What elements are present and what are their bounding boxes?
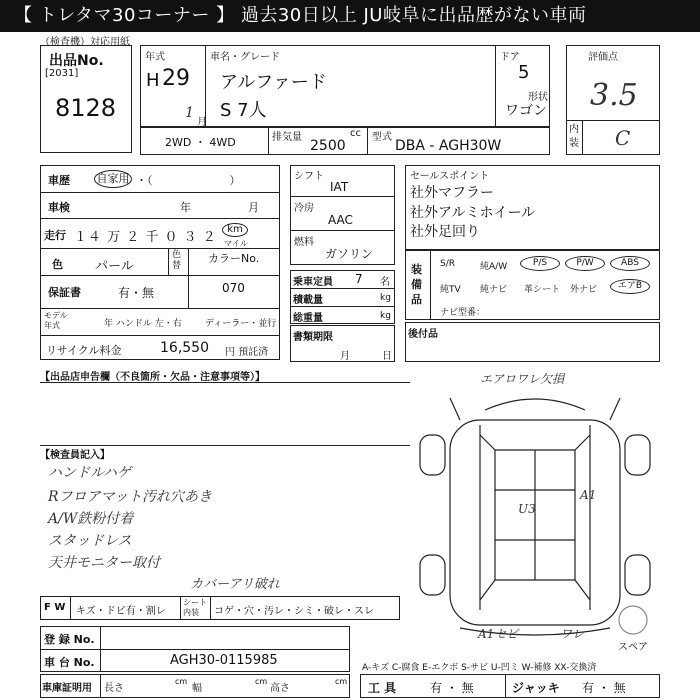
year-value: 29 xyxy=(162,66,190,91)
ac-label: 冷房 xyxy=(294,203,314,214)
car-mirror-lines xyxy=(450,398,620,420)
spare-label: スペア xyxy=(618,642,648,653)
door-value: 5 xyxy=(518,62,530,83)
chassis-label: 車 台 No. xyxy=(44,656,95,669)
doc-label: 書類期限 xyxy=(293,332,333,343)
seat-value: コゲ・穴・汚レ・シミ・破レ・スレ xyxy=(214,606,374,617)
color-no-label: カラーNo. xyxy=(208,252,260,265)
history-label: 車歴 xyxy=(48,174,70,187)
fw-label: F W xyxy=(44,602,66,613)
displacement-value: 2500 xyxy=(310,138,346,154)
equip-navi: 純ナビ xyxy=(480,285,508,295)
equip-tv: 純TV xyxy=(440,285,461,295)
fuel-label: 燃料 xyxy=(294,237,314,248)
mileage-unit-alt: マイル xyxy=(224,239,248,248)
model-label: 型式 xyxy=(372,132,392,143)
wheel-rear-left xyxy=(420,555,445,595)
seat-label: シート内装 xyxy=(183,598,207,617)
interior-label: 内装 xyxy=(569,124,579,149)
doc-day: 日 xyxy=(382,351,392,362)
shape-value: ワゴン xyxy=(505,103,547,119)
capacity-unit: 名 xyxy=(380,277,390,288)
width-unit: cm xyxy=(255,677,268,686)
lot-box xyxy=(40,45,132,153)
ac-value: AAC xyxy=(328,213,353,227)
after-block xyxy=(405,322,660,362)
car-name: アルファード xyxy=(220,72,327,93)
diagram-note-bottom: A1セビ xyxy=(478,627,519,641)
year-label: 年式 xyxy=(145,52,165,63)
height-unit: cm xyxy=(335,677,348,686)
mileage-unit: km xyxy=(222,223,248,237)
lot-number: 8128 xyxy=(55,94,117,122)
model-code: DBA - AGH30W xyxy=(395,138,502,154)
chassis-value: AGH30-0115985 xyxy=(170,653,278,668)
month-value: 1 xyxy=(185,105,194,121)
wheel-front-right xyxy=(625,435,650,475)
report-label: 【出品店申告欄（不良箇所・欠品・注意事項等）】 xyxy=(40,372,265,383)
after-label: 後付品 xyxy=(408,329,438,340)
sales-label: セールスポイント xyxy=(410,171,490,182)
equip-ps: P/S xyxy=(520,256,560,271)
color-label: 色 xyxy=(52,258,63,271)
tool-label: 工 具 xyxy=(368,681,397,695)
recycle-label: リサイクル料金 xyxy=(46,344,122,357)
shaken-year: 年 xyxy=(180,201,191,214)
history-rest: ・（ ） xyxy=(136,174,241,187)
tool-value: 有 ・ 無 xyxy=(430,681,474,695)
doc-month: 月 xyxy=(340,351,350,362)
weight-unit: kg xyxy=(380,311,391,321)
inspector-note-2: Rフロアマット汚れ穴あき xyxy=(48,489,212,505)
door-label: ドア xyxy=(500,52,520,63)
color-change-label: 色替 xyxy=(172,250,182,271)
equipment-label: 装備品 xyxy=(411,263,422,306)
seat-note: カバーアリ破れ xyxy=(190,577,280,592)
shift-value: IAT xyxy=(330,180,349,194)
cert-label: 車庫証明用 xyxy=(42,683,92,694)
displacement-unit: cc xyxy=(350,128,361,139)
equip-alloy: 純A/W xyxy=(480,262,508,272)
inspector-label: 【検査員記入】 xyxy=(40,450,110,461)
shape-label: 形状 xyxy=(528,92,548,103)
drive-type: 2WD ・ 4WD xyxy=(165,136,236,149)
lot-label: 出品No. xyxy=(49,53,104,69)
shift-label: シフト xyxy=(294,171,324,182)
recycle-value: 16,550 xyxy=(160,340,209,356)
name-label: 車名・グレード xyxy=(210,52,280,63)
sales-point-2: 社外アルミホイール xyxy=(410,205,536,221)
month-unit: 月 xyxy=(197,117,207,128)
interior-value: C xyxy=(615,126,631,150)
recycle-unit: 円 預託済 xyxy=(225,347,269,358)
inspector-note-1: ハンドルハゲ xyxy=(48,465,132,481)
equip-sr: S/R xyxy=(440,259,455,269)
load-label: 積載量 xyxy=(293,295,323,306)
damage-legend: A-キズ C-腐食 E-エクボ S-サビ U-凹ミ W-補修 XX-交換済 xyxy=(362,663,597,673)
length-label: 長さ xyxy=(104,683,124,694)
warranty-value: 有・無 xyxy=(118,286,155,300)
diagram-note-side: A1 xyxy=(580,488,597,502)
color-value: パール xyxy=(95,259,134,274)
lot-code: [2031] xyxy=(45,68,79,79)
jack-label: ジャッキ xyxy=(512,681,560,695)
reg-label: 登 録 No. xyxy=(44,633,95,646)
model-year-label: モデル年式 xyxy=(44,311,68,330)
diagram-note-center: U3 xyxy=(518,502,536,516)
diagram-note-top: エアロワレ欠損 xyxy=(480,372,565,386)
inspector-note-5: 天井モニター取付 xyxy=(48,555,160,571)
navi-model-label: ナビ型番： xyxy=(440,308,486,318)
equip-pw: P/W xyxy=(565,256,605,271)
mileage-label: 走行 xyxy=(44,229,66,242)
mileage-value: １４ 万 ２ 千 ０ ３ ２ xyxy=(74,230,217,245)
load-unit: kg xyxy=(380,293,391,303)
score-value: 3.5 xyxy=(590,78,638,113)
warranty-label: 保証書 xyxy=(48,286,81,299)
capacity-value: 7 xyxy=(355,272,363,286)
wheel-rear-right xyxy=(625,555,650,595)
equip-abs: ABS xyxy=(610,256,650,271)
sales-point-3: 社外足回り xyxy=(410,224,480,240)
car-roof-arc xyxy=(485,399,585,410)
score-label: 評価点 xyxy=(588,52,618,63)
height-label: 高さ xyxy=(270,683,290,694)
shaken-month: 月 xyxy=(248,201,259,214)
wheel-front-left xyxy=(420,435,445,475)
weight-label: 総重量 xyxy=(293,313,323,324)
shaken-label: 車検 xyxy=(48,201,70,214)
year-era: H xyxy=(146,70,160,91)
model-year-rest: 年 ハンドル 左・右 xyxy=(104,319,182,329)
equip-leather: 革シート xyxy=(524,285,561,295)
capacity-label: 乗車定員 xyxy=(293,277,333,288)
displacement-label: 排気量 xyxy=(272,132,302,143)
auction-banner: 【 トレタマ30コーナー 】 過去30日以上 JU岐阜に出品歴がない車両 xyxy=(0,0,700,32)
jack-value: 有 ・ 無 xyxy=(582,681,626,695)
equip-airbag: エアB xyxy=(610,279,650,294)
fuel-value: ガソリン xyxy=(325,247,374,261)
equip-ext-navi: 外ナビ xyxy=(570,285,598,295)
inspector-note-4: スタッドレス xyxy=(48,533,132,549)
width-label: 幅 xyxy=(192,683,202,694)
inspector-note-3: A/W鉄粉付着 xyxy=(48,511,134,527)
sales-point-1: 社外マフラー xyxy=(410,185,494,201)
form-subnote: （検査機）対応用紙 xyxy=(40,37,130,48)
history-value: 自家用 xyxy=(94,170,132,188)
grade: S 7人 xyxy=(220,100,267,121)
diagram-note-bottom-2: ワレ xyxy=(560,627,585,641)
spare-tire-icon xyxy=(619,606,647,634)
length-unit: cm xyxy=(175,677,188,686)
dealer-label: ディーラー・並行 xyxy=(205,319,277,329)
fw-value: キズ・ドビ有・割レ xyxy=(76,606,166,617)
color-no-value: 070 xyxy=(222,281,245,295)
